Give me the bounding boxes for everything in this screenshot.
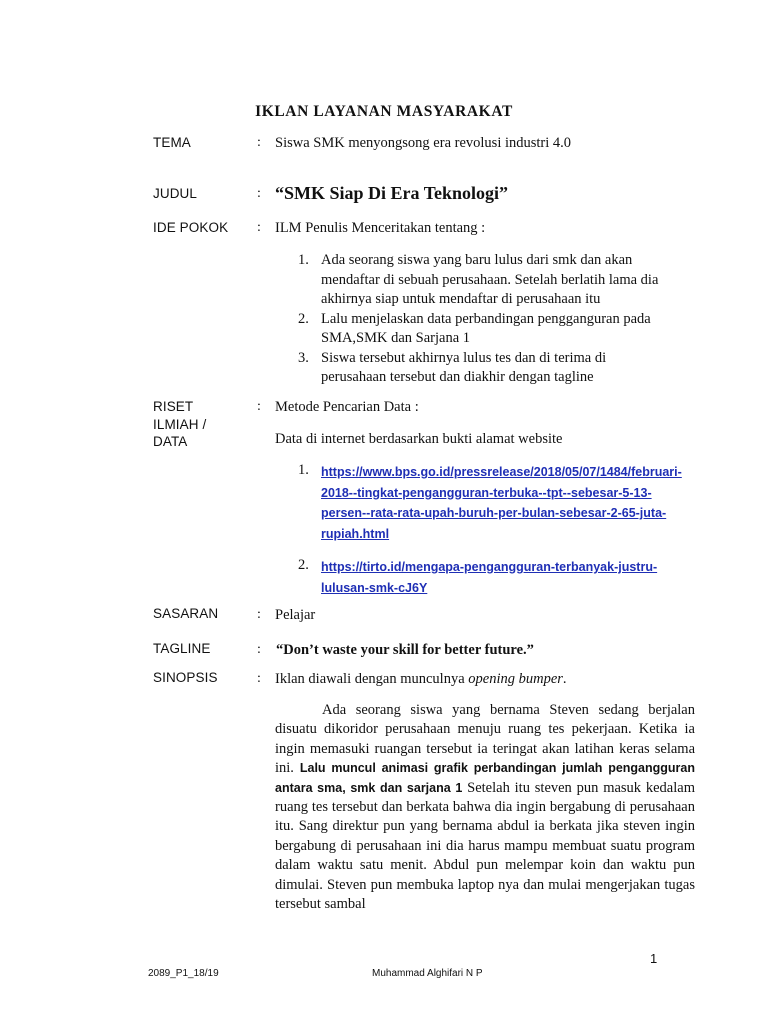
riset-link-item [298, 557, 718, 598]
link-line[interactable]: lulusan-smk-cJ6Y [321, 580, 428, 595]
sinopsis-intro-text: Iklan diawali dengan munculnya [275, 671, 469, 687]
riset-label [153, 398, 206, 451]
tema-label: TEMA [153, 135, 191, 150]
riset-label-line: DATA [153, 434, 188, 449]
page-number: 1 [650, 951, 658, 966]
list-item-line: Ada seorang siswa yang baru lulus dari smk dan akan [321, 252, 633, 268]
list-number: 3. [298, 349, 309, 366]
riset-desc: Data di internet berdasarkan bukti alamat website [275, 431, 563, 447]
judul-value: “SMK Siap Di Era Teknologi” [275, 183, 509, 203]
link-line[interactable]: rupiah.html [321, 526, 390, 541]
tirto-link[interactable] [321, 557, 718, 598]
riset-colon: : [257, 399, 261, 414]
tema-value: Siswa SMK menyongsong era revolusi industri 4.0 [275, 135, 572, 151]
list-number: 1. [298, 462, 309, 478]
link-line[interactable]: 2018--tingkat-pengangguran-terbuka--tpt--sebesar-5-13- [321, 485, 652, 500]
document-title: IKLAN LAYANAN MASYARAKAT [255, 103, 513, 120]
list-item-line: perusahaan tersebut dan diakhir dengan tagline [321, 369, 594, 385]
sasaran-label: SASARAN [153, 606, 219, 621]
link-line[interactable]: https://www.bps.go.id/pressrelease/2018/05/07/1484/februari- [321, 465, 682, 479]
list-item-line: Lalu menjelaskan data perbandingan pengganguran pada [321, 310, 651, 327]
tagline-label: TAGLINE [153, 641, 211, 656]
sinopsis-text-end: Setelah itu steven pun masuk kedalam ruang tes tersebut dan berkata bahwa dia ingin bergabung di perusahaan itu. Sang direktur pun yang bernama abdul ia berkata jika steven ingin bergabung di perusahaan ini dia harus mampu membuat suatu program dalam waktu satu menit. Abdul pun melempar koin dan waktu pun dimulai. Steven pun membuka laptop nya dan mulai mengerjakan tugas tersebut sambal [275, 779, 695, 913]
sinopsis-intro [275, 671, 567, 688]
bps-link[interactable] [321, 462, 718, 544]
list-item-line: SMA,SMK dan Sarjana 1 [321, 330, 471, 346]
list-item-line: akhirnya siap untuk mendaftar di perusahaan itu [321, 291, 601, 307]
tagline-value: “Don’t waste your skill for better future.” [276, 642, 534, 658]
sasaran-value: Pelajar [275, 607, 316, 623]
list-item-line: mendaftar di sebuah perusahaan. Setelah berlatih lama dia [321, 271, 659, 288]
list-item-line: Siswa tersebut akhirnya lulus tes dan di terima di [321, 349, 607, 366]
sasaran-colon: : [257, 607, 261, 622]
riset-link-item [298, 462, 718, 544]
sinopsis-intro-italic: opening bumper [468, 671, 563, 687]
footer-code: 2089_P1_18/19 [148, 968, 219, 979]
judul-colon: : [257, 186, 261, 201]
judul-label: JUDUL [153, 186, 198, 201]
tema-colon: : [257, 135, 261, 150]
list-item [298, 310, 718, 349]
sinopsis-text-bold: Lalu muncul animasi grafik perbandingan jumlah pengangguran antara sma, smk dan sarjana 1 [275, 761, 695, 795]
footer-author: Muhammad Alghifari N P [372, 968, 483, 979]
link-line[interactable]: https://tirto.id/mengapa-pengangguran-terbanyak-justru- [321, 560, 658, 574]
list-item [298, 251, 718, 310]
tagline-colon: : [257, 642, 261, 657]
riset-label-line: ILMIAH / [153, 416, 207, 432]
riset-method: Metode Pencarian Data : [275, 399, 419, 415]
ide-pokok-label: IDE POKOK [153, 220, 229, 235]
sinopsis-text-start: Ada seorang siswa yang bernama Steven sedang berjalan disuatu dikoridor perusahaan menuju ruang tes pekerjaan. Ketika ia ingin memasuki ruangan tersebut ia teringat akan latihan keras selama ini. [275, 702, 695, 777]
ide-pokok-intro: ILM Penulis Menceritakan tentang : [275, 220, 486, 236]
sinopsis-paragraph [275, 701, 695, 914]
sinopsis-colon: : [257, 671, 261, 686]
sinopsis-label: SINOPSIS [153, 670, 218, 685]
list-number: 2. [298, 557, 309, 573]
list-item [298, 349, 718, 388]
riset-label-line: RISET [153, 399, 194, 414]
ide-pokok-colon: : [257, 220, 261, 235]
list-number: 1. [298, 252, 309, 268]
link-line[interactable]: persen--rata-rata-upah-buruh-per-bulan-sebesar-2-65-juta- [321, 506, 667, 520]
list-number: 2. [298, 310, 309, 327]
ide-pokok-list [298, 251, 718, 388]
sinopsis-intro-end: . [562, 671, 567, 687]
